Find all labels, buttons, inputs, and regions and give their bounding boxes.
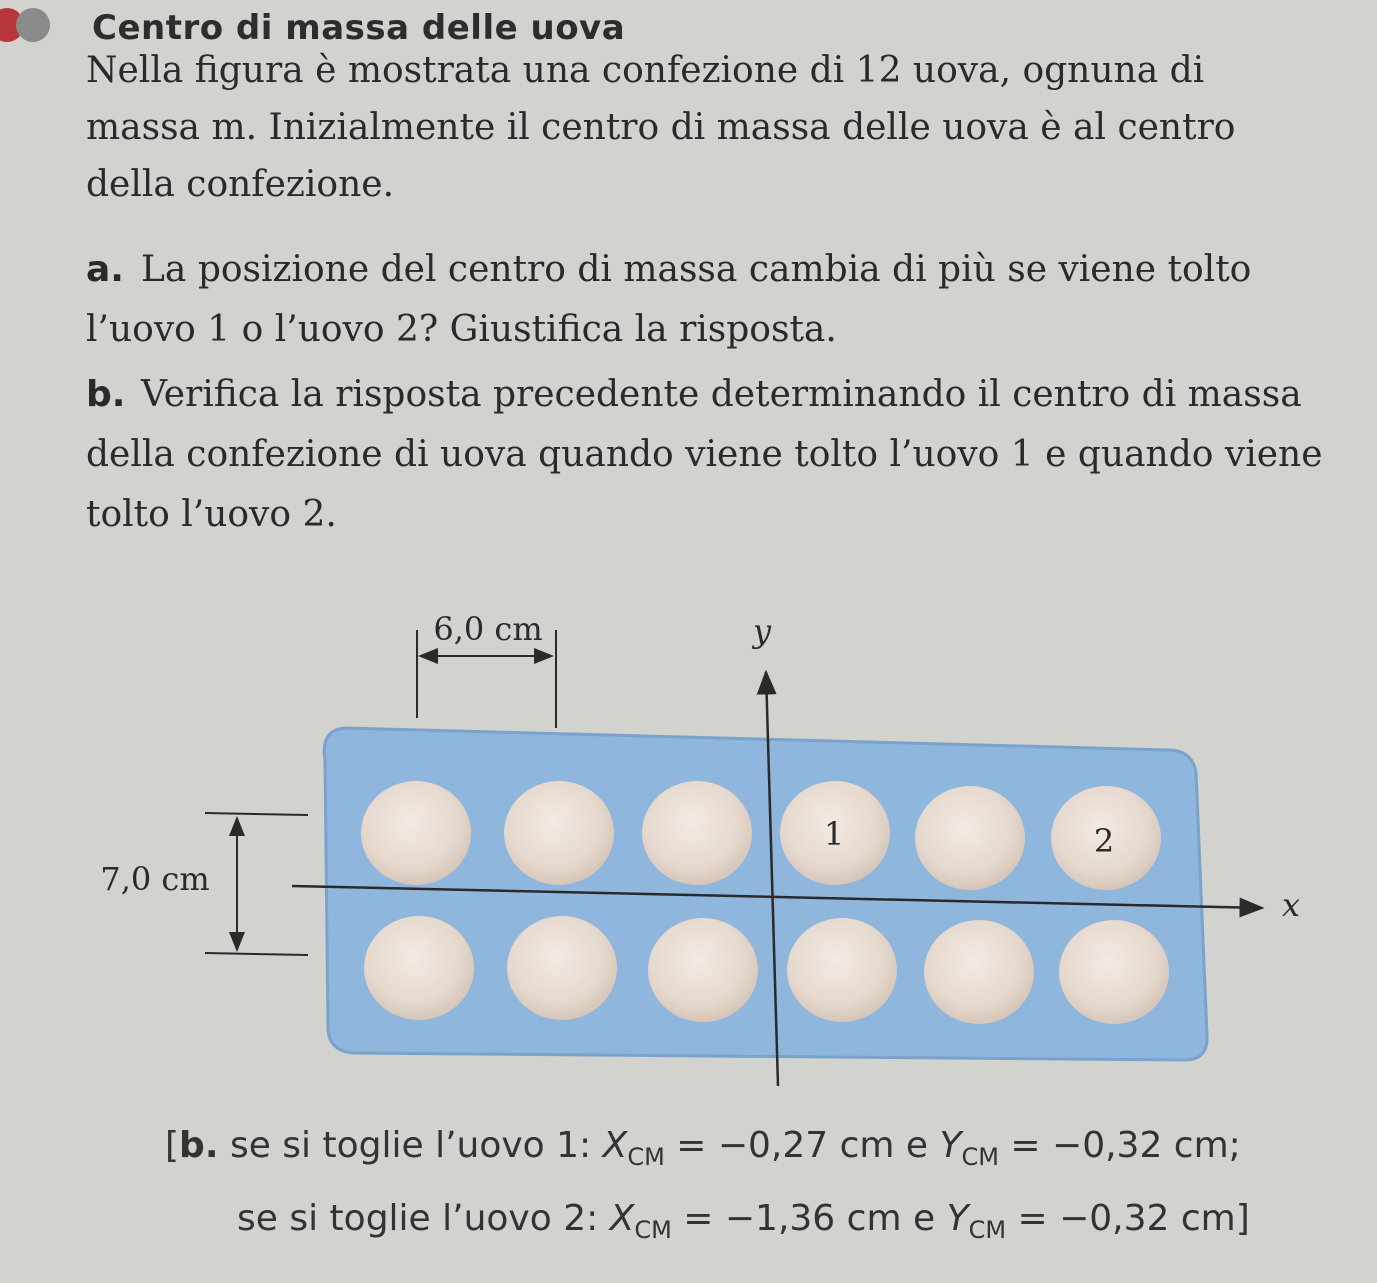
question-b <box>86 365 1336 545</box>
egg <box>787 918 897 1022</box>
gray-dot-icon <box>16 8 50 42</box>
egg <box>1059 920 1169 1024</box>
answer-line-2: se si toglie l’uovo 2: $X_{CM} = -1,36$ cm e $Y_{CM} = -0,32$ cm] <box>237 1198 1250 1245</box>
height-dimension-label: 7,0 cm <box>100 860 210 898</box>
answer-block <box>165 1115 1250 1261</box>
answer-label: b. <box>179 1125 219 1166</box>
egg <box>642 781 752 885</box>
question-a-text: La posizione del centro di massa cambia di più se viene tolto l’uovo 1 o l’uovo 2? Giustifica la risposta. <box>86 249 1252 350</box>
question-b-text: Verifica la risposta precedente determinando il centro di massa della confezione di uova quando viene tolto l’uovo 1 e quando viene tolto l’uovo 2. <box>86 374 1323 535</box>
egg <box>504 781 614 885</box>
egg-carton-figure <box>0 590 1377 1100</box>
answer-line-1: [b. se si toglie l’uovo 1: $X_{CM} = -0,27$ cm e $Y_{CM} = -0,32$ cm; <box>165 1125 1241 1172</box>
egg <box>507 916 617 1020</box>
question-b-label: b. <box>86 374 126 415</box>
x-axis-label: x <box>1281 886 1301 924</box>
question-a-label: a. <box>86 249 124 290</box>
egg-1-label: 1 <box>823 815 845 853</box>
answer-x2: −1,36 cm <box>724 1198 902 1240</box>
width-dimension-label: 6,0 cm <box>433 610 543 648</box>
egg <box>924 920 1034 1024</box>
egg-2-label: 2 <box>1093 822 1115 860</box>
egg <box>364 916 474 1020</box>
y-axis-label: y <box>752 612 772 650</box>
problem-intro: Nella figura è mostrata una confezione di 12 uova, ognuna di massa m. Inizialmente il centro di massa delle uova è al centro della confezione. <box>86 50 1236 205</box>
answer-y2: −0,32 cm <box>1059 1198 1236 1240</box>
egg-tray <box>324 728 1207 1060</box>
answer-y1: −0,32 cm; <box>1052 1125 1241 1166</box>
problem-title: Centro di massa delle uova <box>92 8 626 48</box>
answer-x1: −0,27 cm <box>717 1125 895 1166</box>
egg <box>361 781 471 885</box>
question-a <box>86 240 1336 360</box>
egg <box>648 918 758 1022</box>
egg <box>915 786 1025 890</box>
